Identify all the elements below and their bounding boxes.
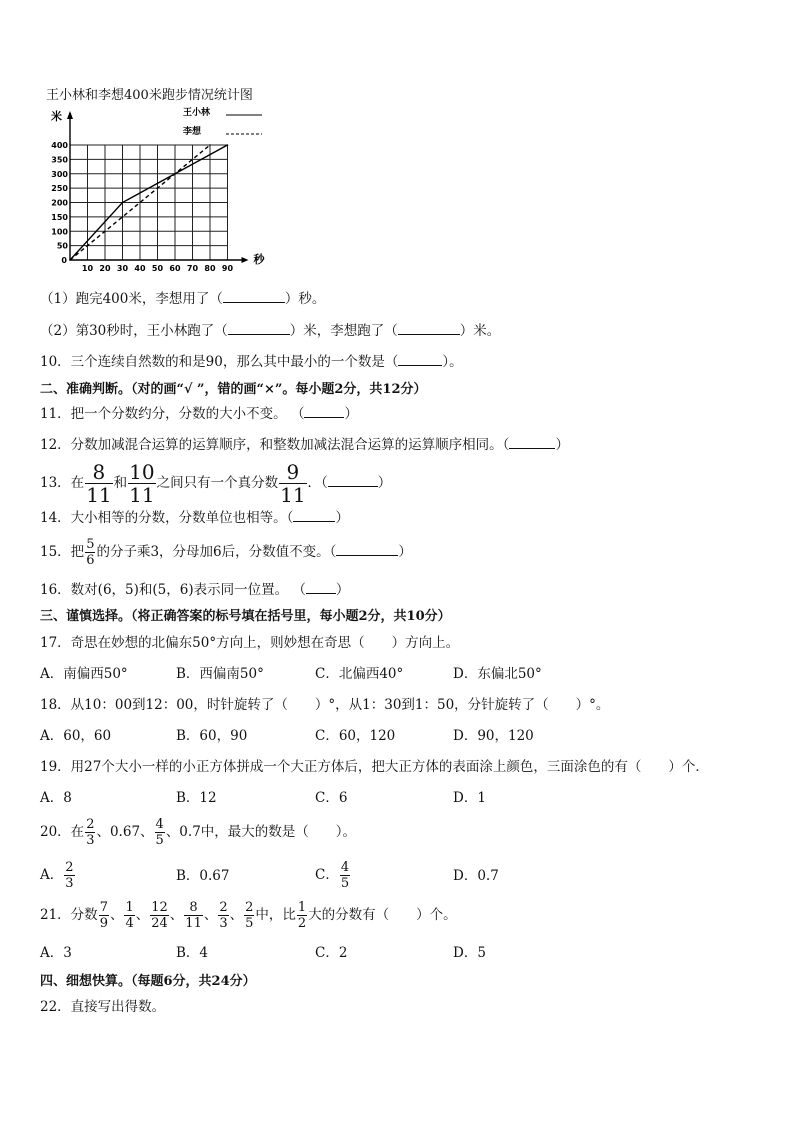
fraction: $\frac{5}{6}$ xyxy=(86,537,95,568)
q21-option-c[interactable]: C．2 xyxy=(315,945,348,961)
q21-option-d[interactable]: D．5 xyxy=(453,945,486,961)
answer-blank[interactable] xyxy=(509,448,555,449)
series-point xyxy=(227,144,229,146)
x-tick-label: 70 xyxy=(186,264,199,273)
q19-option-a[interactable]: A．8 xyxy=(40,790,72,806)
y-axis-arrow xyxy=(67,111,73,119)
question-17: 17．奇思在妙想的北偏东50°方向上，则妙想在奇思（ ）方向上。 xyxy=(40,635,460,651)
fraction: $\frac{2}{3}$ xyxy=(65,860,74,891)
q18-option-b[interactable]: B．60，90 xyxy=(176,728,248,744)
fraction: $\frac{8}{11}$ xyxy=(86,460,112,507)
x-tick-label: 50 xyxy=(151,264,164,273)
fraction: $\frac{7}{9}$ xyxy=(99,900,108,931)
fraction: $\frac{12}{24}$ xyxy=(151,900,168,931)
fraction: $\frac{2}{3}$ xyxy=(219,900,228,931)
y-tick-label: 100 xyxy=(51,227,68,237)
q21-option-a[interactable]: A．3 xyxy=(40,945,72,961)
q20-option-b[interactable]: B．0.67 xyxy=(176,868,230,884)
q20-option-d[interactable]: D．0.7 xyxy=(453,868,499,884)
question-16: 16．数对(6，5)和(5，6)表示同一位置。 （ ） xyxy=(40,582,350,598)
x-tick-label: 40 xyxy=(134,264,146,273)
section-2-heading: 二、准确判断。（对的画“√ ”，错的画“×”。每小题2分，共12分） xyxy=(40,382,427,397)
legend-label-1: 王小林 xyxy=(183,108,211,118)
q19-option-c[interactable]: C．6 xyxy=(315,790,348,806)
fraction: $\frac{2}{5}$ xyxy=(245,900,254,931)
question-20: 20．在 $\frac{2}{3}$ 、0.67、 $\frac{4}{5}$ 、0.7中，最大的数是（ ）。 xyxy=(40,817,357,848)
q9-sub2: （2）第30秒时，王小林跑了（ ）米，李想跑了（ ）米。 xyxy=(40,323,501,339)
fraction: $\frac{10}{11}$ xyxy=(129,460,155,507)
x-tick-label: 10 xyxy=(81,264,94,273)
q17-option-d[interactable]: D．东偏北50° xyxy=(453,666,542,682)
answer-blank[interactable] xyxy=(223,302,285,303)
question-14: 14．大小相等的分数，分数单位也相等。（ ） xyxy=(40,510,349,526)
q21-option-b[interactable]: B．4 xyxy=(176,945,209,961)
q20-option-c[interactable]: C． $\frac{4}{5}$ xyxy=(315,860,350,891)
answer-blank[interactable] xyxy=(398,334,460,335)
question-21: 21．分数 $\frac{7}{9}$ 、 $\frac{1}{4}$ 、 $\frac{12}{24}$ 、 $\frac{8}{11}$ 、 $\frac{2}{3}$ 、 $\frac{2}{5}$ 中，比 $\frac{1}{2}$ 大的分数有（ ）个。 xyxy=(40,900,457,931)
question-22: 22．直接写出得数。 xyxy=(40,999,166,1015)
series-point xyxy=(122,216,124,218)
fraction: $\frac{4}{5}$ xyxy=(340,860,350,891)
line-chart xyxy=(40,105,310,275)
x-tick-label: 90 xyxy=(221,264,234,273)
q17-option-a[interactable]: A．南偏西50° xyxy=(40,666,128,682)
fraction: $\frac{1}{2}$ xyxy=(297,900,307,931)
x-tick-label: 80 xyxy=(204,264,216,273)
y-tick-label: 350 xyxy=(51,155,68,165)
question-18: 18．从10：00到12：00，时针旋转了（ ）°，从1：30到1：50，分针旋转了（ ）°。 xyxy=(40,697,610,713)
y-tick-label: 250 xyxy=(51,184,68,194)
question-13: 13．在 $\frac{8}{11}$ 和 $\frac{10}{11}$ 之间只有一个真分数 $\frac{9}{11}$ ．（ ） xyxy=(40,460,392,507)
chart-legend xyxy=(182,106,262,137)
question-12: 12．分数加减混合运算的运算顺序，和整数加减法混合运算的运算顺序相同。（ ） xyxy=(40,437,569,453)
question-10: 10．三个连续自然数的和是90，那么其中最小的一个数是（ ）。 xyxy=(40,354,463,370)
y-tick-label: 300 xyxy=(51,169,68,179)
series-point xyxy=(69,259,71,261)
fraction: $\frac{2}{3}$ xyxy=(86,817,95,848)
question-11: 11．把一个分数约分，分数的大小不变。 （ ） xyxy=(40,406,358,422)
answer-blank[interactable] xyxy=(398,365,442,366)
fraction: $\frac{9}{11}$ xyxy=(280,460,306,507)
chart-grid xyxy=(70,145,228,260)
answer-blank[interactable] xyxy=(336,555,398,556)
x-tick-label: 60 xyxy=(169,264,181,273)
y-tick-label: 200 xyxy=(51,198,68,208)
question-15: 15．把 $\frac{5}{6}$ 的分子乘3，分母加6后，分数值不变。（ ） xyxy=(40,537,412,568)
series-point xyxy=(122,202,124,204)
y-tick-label: 150 xyxy=(51,212,68,222)
q18-option-a[interactable]: A．60，60 xyxy=(40,728,112,744)
question-19: 19．用27个大小一样的小正方体拼成一个大正方体后，把大正方体的表面涂上颜色，三面涂色的有（ ）个． xyxy=(40,759,709,775)
answer-blank[interactable] xyxy=(328,486,378,487)
origin-label: 0 xyxy=(61,256,67,265)
x-tick-label: 20 xyxy=(99,264,111,273)
fraction: $\frac{1}{4}$ xyxy=(125,900,134,931)
series-point xyxy=(209,144,211,146)
answer-blank[interactable] xyxy=(306,593,336,594)
q17-option-b[interactable]: B．西偏南50° xyxy=(176,666,264,682)
x-axis-label: 秒 xyxy=(253,253,265,266)
q18-option-c[interactable]: C．60，120 xyxy=(315,728,396,744)
x-axis-arrow xyxy=(242,257,249,263)
y-tick-label: 400 xyxy=(51,141,68,150)
y-axis-label: 米 xyxy=(51,110,62,123)
answer-blank[interactable] xyxy=(304,417,344,418)
q18-option-d[interactable]: D．90，120 xyxy=(453,728,534,744)
section-4-heading: 四、细想快算。（每题6分，共24分） xyxy=(40,974,256,989)
x-tick-label: 30 xyxy=(116,264,129,273)
answer-blank[interactable] xyxy=(293,521,335,522)
legend-label-2: 李想 xyxy=(183,127,202,137)
fraction: $\frac{4}{5}$ xyxy=(155,817,164,848)
q17-option-c[interactable]: C．北偏西40° xyxy=(315,666,404,682)
q20-option-a[interactable]: A． $\frac{2}{3}$ xyxy=(40,860,74,891)
fraction: $\frac{8}{11}$ xyxy=(185,900,202,931)
chart-title: 王小林和李想400米跑步情况统计图 xyxy=(46,88,253,103)
q19-option-d[interactable]: D．1 xyxy=(453,790,486,806)
section-3-heading: 三、谨慎选择。（将正确答案的标号填在括号里，每小题2分，共10分） xyxy=(40,609,451,624)
q9-sub1: （1）跑完400米，李想用了（ ）秒。 xyxy=(40,291,326,307)
answer-blank[interactable] xyxy=(228,334,290,335)
y-tick-label: 50 xyxy=(56,241,68,251)
q19-option-b[interactable]: B．12 xyxy=(176,790,217,806)
